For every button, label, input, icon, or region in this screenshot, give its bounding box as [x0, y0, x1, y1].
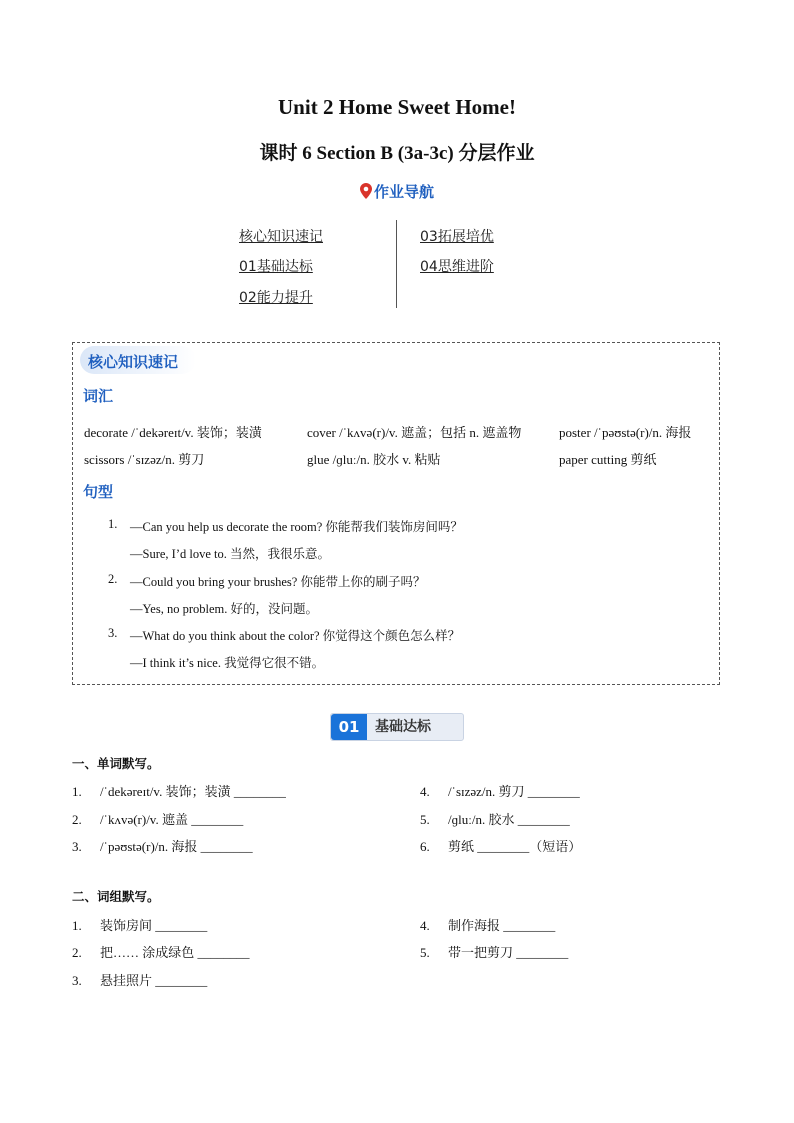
sentence-number: 1. [108, 517, 118, 531]
question-item: 4. 制作海报 ________ [420, 918, 556, 933]
part2-heading: 二、词组默写。 [72, 889, 160, 904]
sentence-question: —Can you help us decorate the room? 你能帮我们装饰房间吗？ [130, 520, 463, 534]
location-pin-icon [360, 183, 372, 203]
core-knowledge-heading: 核心知识速记 [88, 353, 179, 371]
vocab-item: glue /ɡluː/n. 胶水 v. 粘贴 [307, 452, 441, 467]
section-01-label: 基础达标 [375, 719, 431, 735]
sentence-answer: —Yes, no problem. 好的，没问题。 [130, 602, 318, 616]
sentence-answer: —I think it’s nice. 我觉得它很不错。 [130, 656, 325, 670]
sentence-answer: —Sure, I’d love to. 当然，我很乐意。 [130, 547, 330, 561]
nav-link-02[interactable]: 02能力提升 [239, 290, 313, 306]
vocab-heading: 词汇 [83, 387, 114, 405]
nav-link-03[interactable]: 03拓展培优 [420, 229, 494, 245]
question-item: 5. /ɡluː/n. 胶水 ________ [420, 812, 570, 827]
vocab-item: paper cutting 剪纸 [559, 452, 657, 467]
nav-link-04[interactable]: 04思维进阶 [420, 259, 494, 275]
question-item: 3. 悬挂照片 ________ [72, 973, 208, 988]
sentence-number: 2. [108, 572, 118, 586]
sentence-question: —What do you think about the color? 你觉得这个颜色怎么样？ [130, 629, 461, 643]
nav-link-01[interactable]: 01基础达标 [239, 259, 313, 275]
question-item: 3. /ˈpəʊstə(r)/n. 海报 ________ [72, 839, 253, 854]
nav-heading [0, 181, 794, 203]
sentence-question: —Could you bring your brushes? 你能带上你的刷子吗？ [130, 575, 426, 589]
sentence-heading: 句型 [83, 483, 114, 501]
nav-divider [396, 220, 397, 308]
section-01-badge [330, 713, 464, 741]
question-item: 4. /ˈsɪzəz/n. 剪刀 ________ [420, 784, 580, 799]
question-item: 2. 把…… 涂成绿色 ________ [72, 945, 250, 960]
sentence-number: 3. [108, 626, 118, 640]
section-01-number: 01 [331, 714, 367, 740]
vocab-item: poster /ˈpəʊstə(r)/n. 海报 [559, 425, 692, 440]
question-item: 5. 带一把剪刀 ________ [420, 945, 569, 960]
nav-heading-text: 作业导航 [373, 183, 434, 201]
part1-heading: 一、单词默写。 [72, 756, 160, 771]
question-item: 1. /ˈdekəreɪt/v. 装饰；装潢 ________ [72, 784, 286, 799]
vocab-item: cover /ˈkʌvə(r)/v. 遮盖；包括 n. 遮盖物 [307, 425, 522, 440]
page-subtitle: 课时 6 Section B (3a-3c) 分层作业 [259, 143, 535, 164]
question-item: 1. 装饰房间 ________ [72, 918, 208, 933]
vocab-item: scissors /ˈsɪzəz/n. 剪刀 [84, 452, 205, 467]
question-item: 6. 剪纸 ________（短语） [420, 839, 582, 854]
nav-link-core-knowledge[interactable]: 核心知识速记 [239, 229, 323, 245]
vocab-item: decorate /ˈdekəreɪt/v. 装饰；装潢 [84, 425, 262, 440]
page-title: Unit 2 Home Sweet Home! [278, 95, 516, 119]
question-item: 2. /ˈkʌvə(r)/v. 遮盖 ________ [72, 812, 244, 827]
